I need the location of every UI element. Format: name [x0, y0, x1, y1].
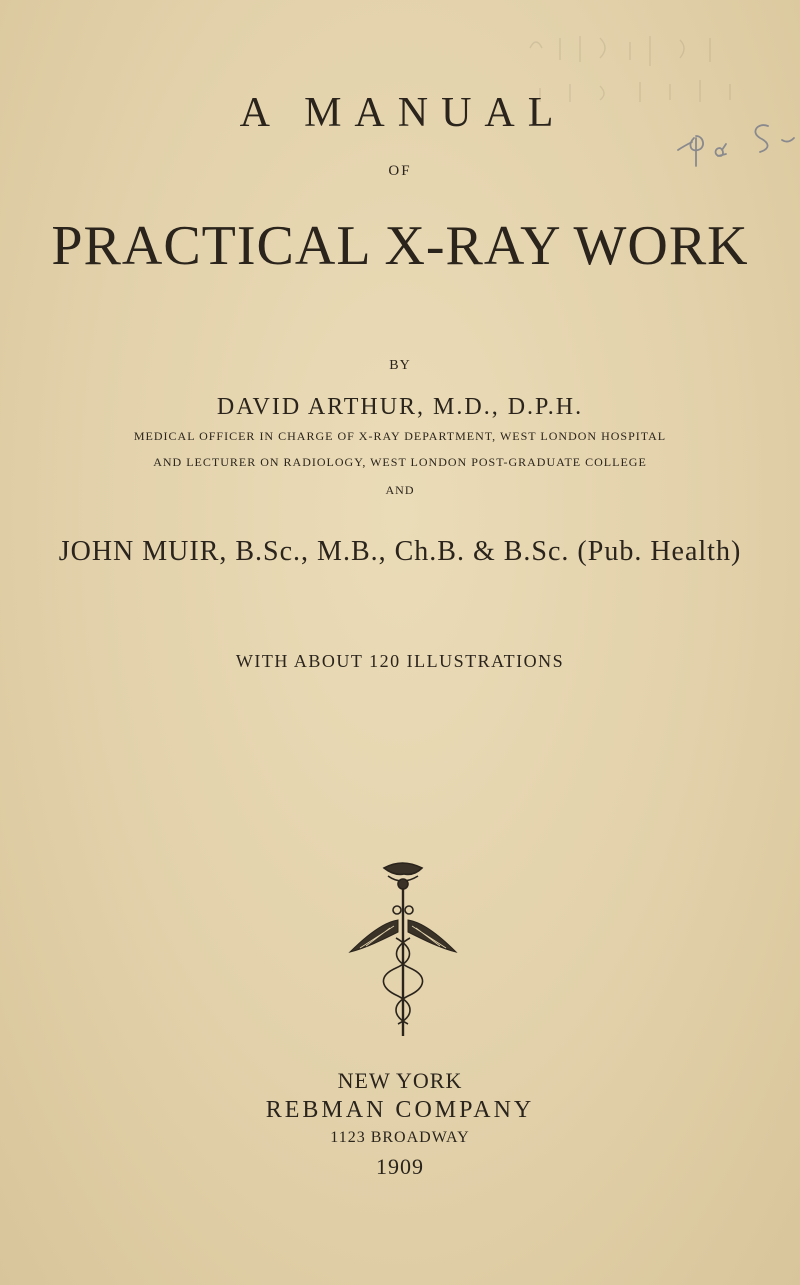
illustrations-note: WITH ABOUT 120 ILLUSTRATIONS	[235, 651, 565, 671]
publication-year: 1909	[376, 1154, 424, 1179]
and-conjunction: AND	[385, 483, 415, 497]
pencil-annotation	[672, 120, 798, 180]
title-line-of: OF	[388, 163, 412, 179]
title-line-a-manual: A MANUAL	[239, 90, 567, 136]
author-name-arthur: DAVID ARTHUR, M.D., D.P.H.	[216, 394, 584, 420]
caduceus-emblem-icon	[348, 858, 458, 1040]
publisher-address: 1123 BROADWAY	[330, 1129, 470, 1146]
publisher-city: NEW YORK	[337, 1068, 463, 1093]
author-affiliation-line-1: MEDICAL OFFICER IN CHARGE OF X-RAY DEPARTMENT, WEST LONDON HOSPITAL	[133, 429, 667, 443]
author-affiliation-line-2: AND LECTURER ON RADIOLOGY, WEST LONDON POST-GRADUATE COLLEGE	[153, 455, 647, 469]
by-line: BY	[389, 358, 411, 373]
main-title: PRACTICAL X-RAY WORK	[51, 215, 749, 277]
publisher-name: REBMAN COMPANY	[265, 1097, 535, 1123]
author-name-muir: JOHN MUIR, B.Sc., M.B., Ch.B. & B.Sc. (Pub. Health)	[58, 536, 742, 567]
